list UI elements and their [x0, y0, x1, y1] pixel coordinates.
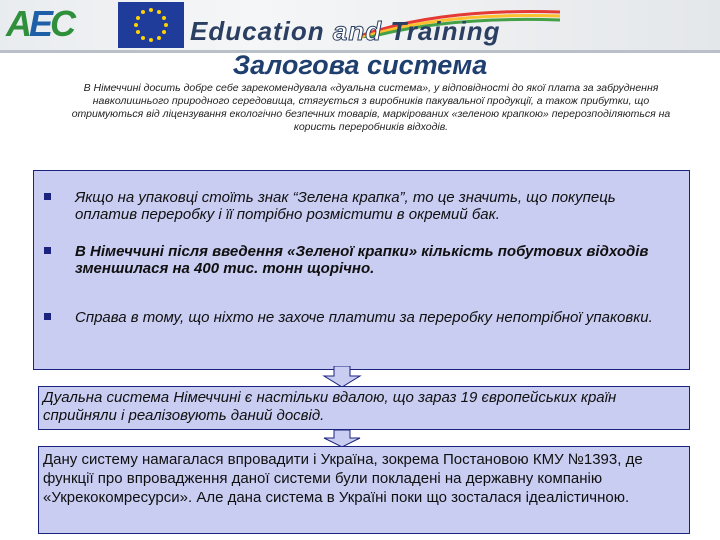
eu-flag-icon: [118, 2, 184, 48]
bullet-square-icon: [44, 313, 51, 320]
intro-paragraph: В Німеччині досить добре себе зарекомендувала «дуальна система», у відповідності до якої плата за забруднення навколишнього природного середовища, стягується з виробників пакувальної продукції, а також прибутки, що отримуються від ліцензування екологічно безпечних товарів, маркірованих «зеленою крапкою» перерозподіляються на користь переробників відходів.: [71, 82, 671, 133]
bullet-box: [33, 170, 690, 370]
aec-logo: AEC: [6, 3, 74, 44]
header-banner: [0, 0, 720, 52]
bullet-square-icon: [44, 247, 51, 254]
bullet-text: Якщо на упаковці стоїть знак “Зелена крапка”, то це значить, що покупець оплатив переробку і її потрібно розмістити в окремий бак.: [75, 189, 616, 223]
slide-title: Залогова система: [232, 50, 488, 80]
down-arrow-icon: [322, 366, 362, 388]
bullet-square-icon: [44, 193, 51, 200]
conclusion-text: Дуальна система Німеччині є настільки вдалою, що зараз 19 європейських країн сприйняли і реалізовують даний досвід.: [43, 389, 617, 424]
bullet-text: В Німеччині після введення «Зеленої крапки» кількість побутових відходів зменшилася на 400 тис. тонн щорічно.: [75, 243, 649, 277]
bullet-text: Справа в тому, що ніхто не захоче платити за переробку непотрібної упаковки.: [75, 309, 653, 326]
ukraine-text: Дану систему намагалася впровадити і Україна, зокрема Постановою КМУ №1393, де функції про впровадження даної системи були покладені на державну компанію «Укрекокомресурси». Але дана система в Україні поки що зосталася ідеалістичною.: [43, 451, 643, 506]
banner-title: Education and Training: [190, 16, 501, 46]
conclusion-box: [38, 386, 690, 430]
ukraine-box: [38, 446, 690, 534]
